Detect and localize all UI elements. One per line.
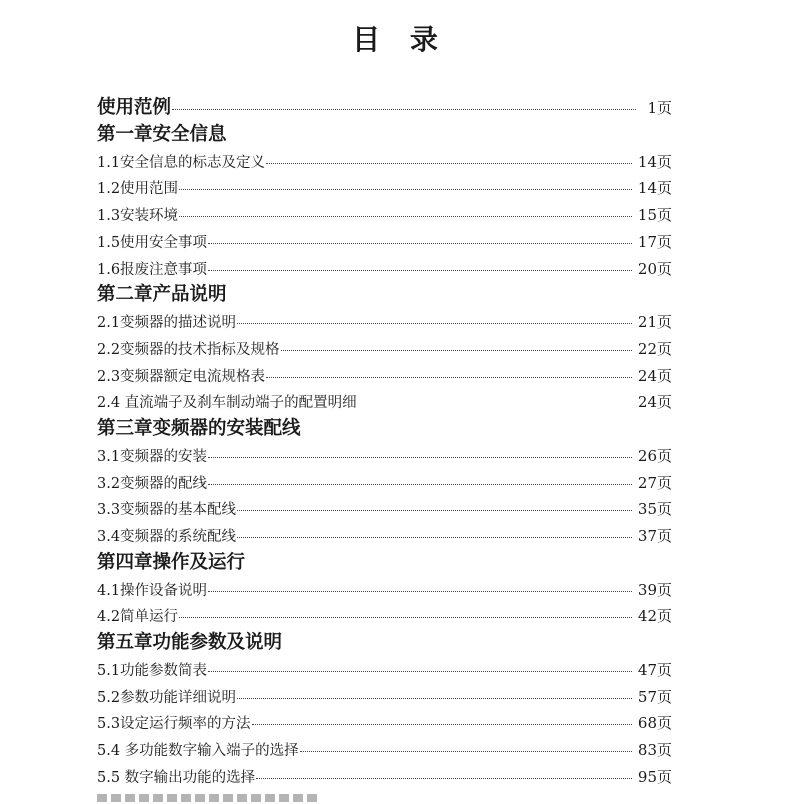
toc-page-number: 57页: [637, 687, 672, 706]
toc-dot-leader: [237, 323, 632, 324]
toc-dot-leader: [172, 109, 636, 110]
toc-page-number: 1页: [647, 99, 672, 117]
toc-entry-label: 5.1功能参数简表: [97, 662, 208, 679]
toc-page-number: 37页: [637, 527, 672, 545]
toc-dot-leader: [208, 457, 632, 458]
toc-entry-label: 3.1变频器的安装: [97, 448, 208, 465]
toc-dot-leader: [266, 163, 632, 164]
toc-entry-label: 2.4 直流端子及刹车制动端子的配置明细: [97, 395, 357, 412]
toc-dot-leader: [208, 591, 632, 592]
toc-section-row[interactable]: [97, 577, 672, 604]
toc-section-row[interactable]: [97, 523, 672, 550]
toc-entry-label: 5.5 数字输出功能的选择: [97, 769, 256, 786]
toc-entry-label: 第二章产品说明: [97, 284, 227, 306]
toc-page-number: 95页: [637, 767, 672, 786]
toc-dot-leader: [179, 216, 632, 217]
toc-chapter-row[interactable]: [97, 550, 672, 577]
cut-off-entry: [97, 792, 672, 804]
toc-entry-label: 1.2使用范围: [97, 181, 179, 198]
toc-section-row[interactable]: [97, 737, 672, 764]
toc-dot-leader: [208, 484, 632, 485]
toc-page-number: 14页: [637, 179, 672, 198]
toc-entry-label: 第三章变频器的安装配线: [97, 418, 301, 439]
toc-entry-label: 3.3变频器的基本配线: [97, 502, 237, 519]
toc-dot-leader: [237, 698, 632, 699]
toc-dot-leader: [208, 243, 632, 244]
toc-page-number: 35页: [637, 500, 672, 519]
toc-dot-leader: [237, 510, 632, 511]
toc-dot-leader: [281, 350, 632, 351]
toc-entry-label: 1.3安装环境: [97, 208, 179, 224]
toc-chapter-row[interactable]: [97, 122, 672, 149]
toc-entry-label: 5.4 多功能数字输入端子的选择: [97, 743, 299, 759]
toc-entry-label: 4.2简单运行: [97, 609, 179, 626]
toc-page-number: 68页: [637, 714, 672, 733]
toc-chapter-row[interactable]: [97, 282, 672, 309]
toc-section-row[interactable]: [97, 657, 672, 684]
toc-page-number: 26页: [637, 446, 672, 465]
toc-section-row[interactable]: [97, 470, 672, 497]
toc-entry-label: 1.5使用安全事项: [97, 234, 208, 251]
toc-entry-label: 3.4变频器的系统配线: [97, 529, 237, 545]
toc-entry-label: 5.2参数功能详细说明: [97, 689, 237, 706]
toc-page-number: 21页: [637, 313, 672, 331]
toc-entry-label: 第五章功能参数及说明: [97, 632, 283, 653]
toc-page-number: 22页: [637, 339, 672, 358]
toc-entry-label: 2.3变频器额定电流规格表: [97, 368, 266, 385]
toc-entry-label: 2.1变频器的描述说明: [97, 315, 237, 331]
toc-dot-leader: [208, 270, 632, 271]
toc-page-number: 47页: [637, 660, 672, 679]
toc-page-number: 83页: [637, 741, 672, 759]
toc-section-row[interactable]: [97, 229, 672, 256]
toc-entry-label: 2.2变频器的技术指标及规格: [97, 341, 280, 358]
partial-text: [97, 794, 317, 802]
toc-section-row[interactable]: [97, 202, 672, 229]
toc-section-row[interactable]: [97, 684, 672, 711]
toc-section-row[interactable]: [97, 175, 672, 202]
toc-section-row[interactable]: [97, 710, 672, 737]
toc-entry-label: 1.1安全信息的标志及定义: [97, 154, 266, 171]
toc-entry-label: 第四章操作及运行: [97, 551, 246, 573]
toc-section-row[interactable]: [97, 149, 672, 176]
toc-dot-leader: [237, 537, 632, 538]
toc-chapter-row[interactable]: [97, 416, 672, 443]
toc-section-row[interactable]: [97, 309, 672, 336]
toc-section-row[interactable]: [97, 603, 672, 630]
toc-dot-leader: [208, 671, 632, 672]
toc-section-row[interactable]: [97, 496, 672, 523]
toc-section-row[interactable]: [97, 764, 672, 791]
page-title: 目 录: [352, 23, 448, 56]
toc-entry-label: 第一章安全信息: [97, 123, 227, 145]
toc-dot-leader: [256, 778, 632, 779]
toc-section-row[interactable]: [97, 256, 672, 283]
toc-page-number: 24页: [637, 393, 672, 412]
toc-page-number: 42页: [637, 607, 672, 626]
toc-entry-label: 4.1操作设备说明: [97, 582, 208, 599]
toc-dot-leader: [179, 189, 632, 190]
toc-page-number: 24页: [637, 366, 672, 385]
toc-page-number: 15页: [637, 206, 672, 224]
toc-dot-leader: [252, 724, 632, 725]
toc-entry-label: 1.6报废注意事项: [97, 261, 208, 278]
table-of-contents: [97, 95, 672, 791]
toc-section-row[interactable]: [97, 443, 672, 470]
toc-chapter-row[interactable]: [97, 95, 672, 122]
toc-section-row[interactable]: [97, 363, 672, 390]
toc-dot-leader: [300, 751, 632, 752]
toc-page-number: 20页: [637, 259, 672, 278]
toc-section-row[interactable]: [97, 389, 672, 416]
toc-entry-label: 5.3设定运行频率的方法: [97, 716, 251, 733]
toc-page-number: 27页: [637, 473, 672, 492]
toc-dot-leader: [266, 377, 632, 378]
toc-page-number: 14页: [637, 152, 672, 171]
toc-page-number: 39页: [637, 580, 672, 599]
toc-page-number: 17页: [637, 232, 672, 251]
toc-section-row[interactable]: [97, 336, 672, 363]
toc-entry-label: 使用范例: [97, 97, 172, 118]
toc-dot-leader: [179, 617, 632, 618]
toc-chapter-row[interactable]: [97, 630, 672, 657]
toc-entry-label: 3.2变频器的配线: [97, 475, 208, 492]
